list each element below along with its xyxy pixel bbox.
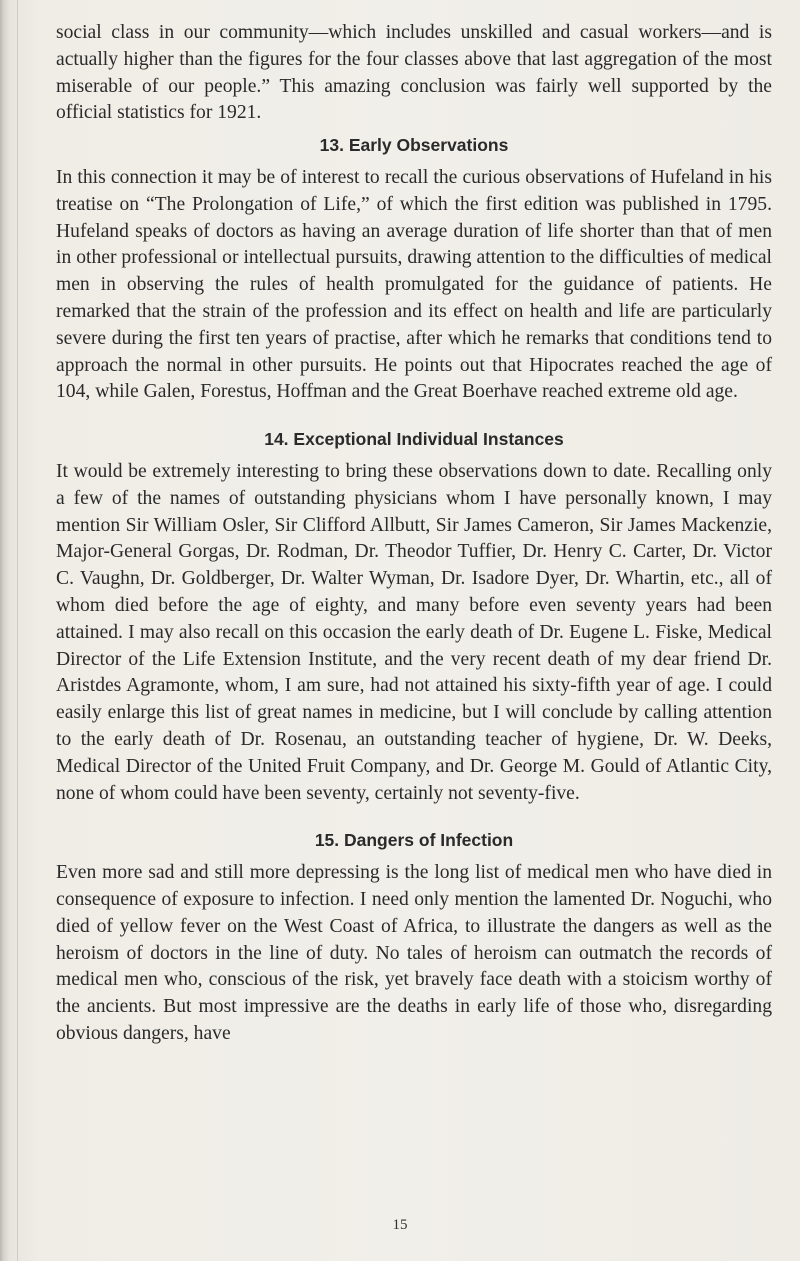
binding-line — [17, 0, 18, 1261]
page-content — [56, 20, 772, 1048]
binding-edge — [0, 0, 10, 1261]
section-heading-early-observations: 13. Early Observations — [319, 135, 509, 156]
page-number: 15 — [392, 1217, 408, 1233]
section-heading-exceptional-instances: 14. Exceptional Individual Instances — [264, 429, 564, 450]
section-heading-dangers-of-infection: 15. Dangers of Infection — [314, 830, 514, 851]
paragraph-dangers-of-infection: Even more sad and still more depressing is the long list of medical men who have died in consequence of exposure to infection. I need only mention the lamented Dr. Noguchi, who died of yellow fever on the West Coast of Africa, to illustrate the dangers as well as the heroism of doctors in the line of duty. No tales of heroism can outmatch the records of medical men who, conscious of the risk, yet bravely face death with a stoicism worthy of the ancients. But most impressive are the deaths in early life of those who, disregarding obvious dangers, have — [56, 862, 772, 1044]
paragraph-exceptional-instances: It would be extremely interesting to bring these observations down to date. Recalling only a few of the names of outstanding physicians whom I have personally known, I may mention Sir William Osler, Sir Clifford Allbutt, Sir James Cameron, Sir James Mackenzie, Major-General Gorgas, Dr. Rodman, Dr. Theodor Tuffier, Dr. Henry C. Carter, Dr. Victor C. Vaughn, Dr. Goldberger, Dr. Walter Wyman, Dr. Isadore Dyer, Dr. Whartin, etc., all of whom died before the age of eighty, and many before even seventy years had been attained. I may also recall on this occasion the early death of Dr. Eugene L. Fiske, Medical Director of the Life Extension Institute, and the very recent death of my dear friend Dr. Aristdes Agramonte, whom, I am sure, had not attained his sixty-fifth year of age. I could easily enlarge this list of great names in medicine, but I will conclude by calling attention to the early death of Dr. Rosenau, an outstanding teacher of hygiene, Dr. W. Deeks, Medical Director of the United Fruit Company, and Dr. George M. Gould of Atlantic City, none of whom could have been seventy, certainly not seventy-five. — [56, 460, 772, 804]
paragraph-continued: social class in our community—which includes unskilled and casual workers—and is actually higher than the figures for the four classes above that last aggregation of the most miserable of our people.” This amazing conclusion was fairly well supported by the official statistics for 1921. — [56, 22, 772, 124]
paragraph-early-observations: In this connection it may be of interest to recall the curious observations of Hufeland in his treatise on “The Prolongation of Life,” of which the first edition was published in 1795. Hufeland speaks of doctors as having an average duration of life shorter than that of men in other professional or intellectual pursuits, drawing attention to the difficulties of medical men in observing the rules of health promulgated for the guidance of patients. He remarked that the strain of the profession and its effect on health and life are particularly severe during the first ten years of practise, after which he remarks that conditions tend to approach the normal in other pursuits. He points out that Hipocrates reached the age of 104, while Galen, Forestus, Hoffman and the Great Boerhave reached extreme old age. — [56, 166, 772, 403]
